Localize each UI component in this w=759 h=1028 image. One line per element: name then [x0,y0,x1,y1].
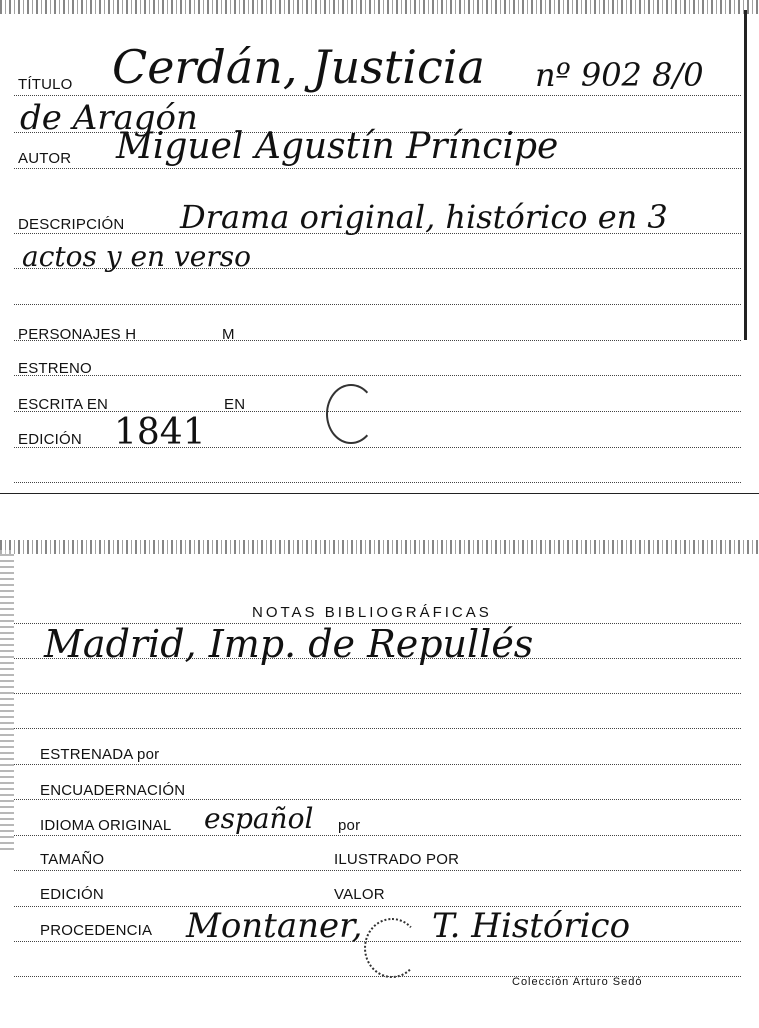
rule-line [14,870,741,871]
procedencia-label: PROCEDENCIA [40,922,153,939]
valor-label: VALOR [334,886,385,903]
autor-value: Miguel Agustín Príncipe [116,126,559,167]
catalog-card-bottom [0,540,759,1028]
procedencia-value-continued: T. Histórico [432,906,631,946]
rule-line [14,375,741,376]
card-bottom-edge [0,493,759,494]
autor-label: AUTOR [18,150,72,167]
edicion-label-bottom: EDICIÓN [40,886,104,903]
rule-line [14,764,741,765]
rule-line [14,799,741,800]
edicion-label: EDICIÓN [18,431,82,448]
stamp-mark [326,384,376,444]
rule-line [14,95,741,96]
card-edge-right [744,10,747,340]
escrita-label: ESCRITA EN [18,396,109,413]
descripcion-value-continued: actos y en verso [22,240,251,273]
descripcion-value: Drama original, histórico en 3 [180,198,668,236]
collection-credit: Colección Arturo Sedó [512,976,643,988]
rule-line [14,304,741,305]
titulo-label: TÍTULO [18,76,73,93]
card-edge-top [0,540,759,554]
notas-heading: NOTAS BIBLIOGRÁFICAS [252,604,492,621]
estreno-label: ESTRENO [18,360,92,377]
titulo-value: Cerdán, Justicia [112,40,485,94]
personajes-label: PERSONAJES H [18,326,137,343]
idioma-label: IDIOMA ORIGINAL [40,817,172,834]
estrenada-label: ESTRENADA por [40,746,160,763]
en-label: EN [224,396,246,413]
rule-line [14,482,741,483]
rule-line [14,906,741,907]
personajes-m-label: M [222,326,235,343]
notas-value: Madrid, Imp. de Repullés [44,622,534,666]
card-edge-top [0,0,759,14]
rule-line [14,835,741,836]
descripcion-label: DESCRIPCIÓN [18,216,125,233]
procedencia-value: Montaner, [186,906,363,946]
titulo-value-continued: de Aragón [20,98,198,138]
idioma-value: español [204,802,314,835]
rule-line [14,168,741,169]
rule-line [14,728,741,729]
encuadernacion-label: ENCUADERNACIÓN [40,782,186,799]
edicion-value: 1841 [114,412,206,453]
card-edge-left [0,550,14,850]
por-label: por [338,817,361,834]
tamano-label: TAMAÑO [40,851,105,868]
rule-line [14,693,741,694]
catalog-card-top [0,0,759,495]
ilustrado-label: ILUSTRADO POR [334,851,460,868]
titulo-number: nº 902 8/0 [535,56,704,94]
stamp-mark [364,918,420,978]
